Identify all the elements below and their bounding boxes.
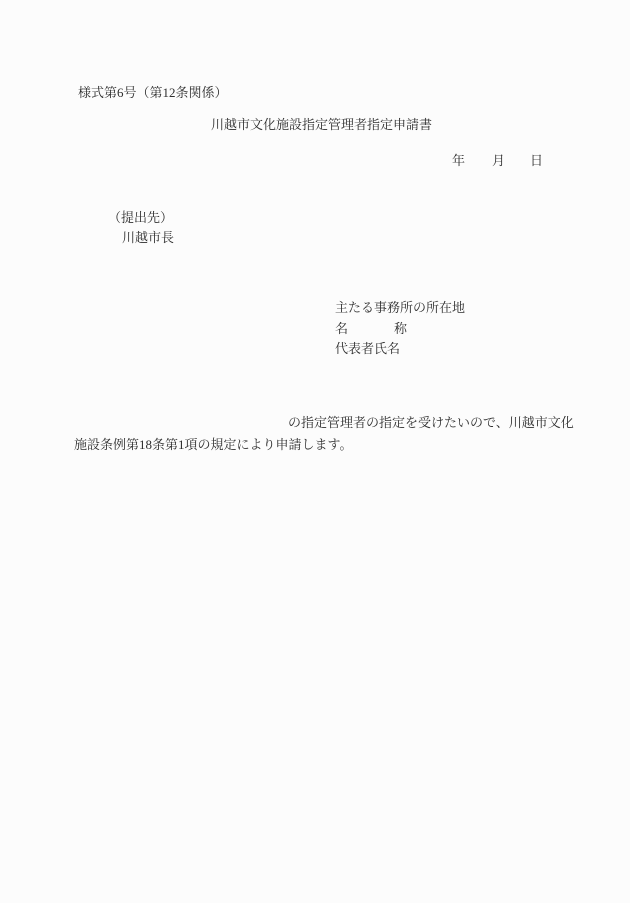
body-text-line1: の指定管理者の指定を受けたいので、川越市文化 xyxy=(288,415,574,430)
date-month-label: 月 xyxy=(492,153,506,168)
form-number: 様式第6号（第12条関係） xyxy=(78,85,228,100)
applicant-name-label-first: 名 xyxy=(335,321,349,336)
applicant-name-label-row xyxy=(335,321,407,336)
applicant-address-label: 主たる事務所の所在地 xyxy=(335,300,466,315)
applicant-representative-label: 代表者氏名 xyxy=(335,341,401,356)
body-text-line2: 施設条例第18条第1項の規定により申請します。 xyxy=(74,437,353,452)
recipient-label: （提出先） xyxy=(108,210,174,225)
applicant-name-label-last: 称 xyxy=(393,321,407,336)
date-day-label: 日 xyxy=(530,153,544,168)
date-year-label: 年 xyxy=(452,153,466,168)
recipient-name: 川越市長 xyxy=(122,230,175,245)
page-title: 川越市文化施設指定管理者指定申請書 xyxy=(211,117,433,132)
